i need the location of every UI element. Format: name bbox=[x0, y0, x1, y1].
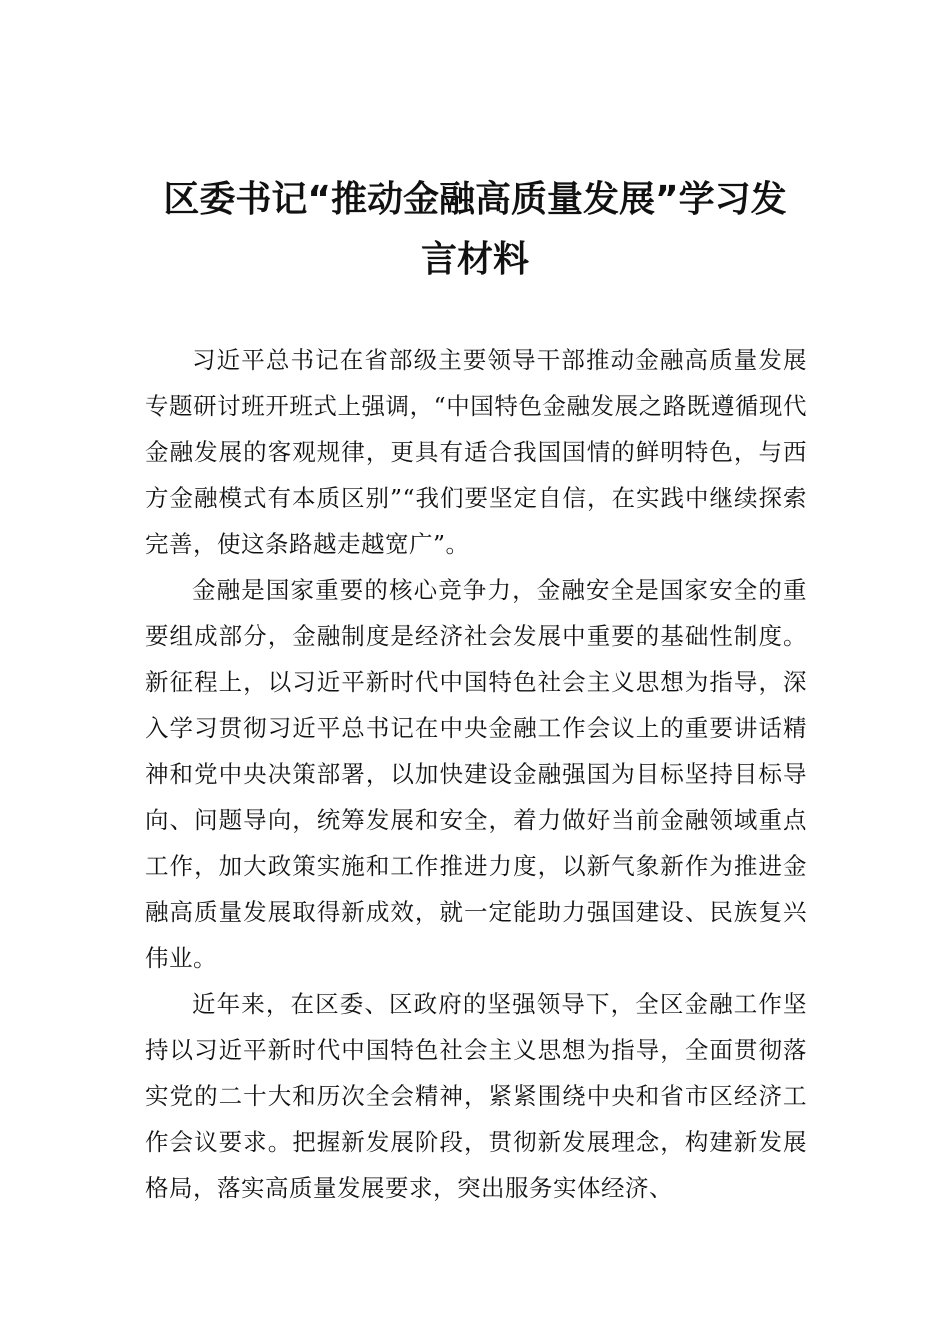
title-line-2: 言材料 bbox=[420, 239, 529, 280]
paragraph-1: 习近平总书记在省部级主要领导干部推动金融高质量发展专题研讨班开班式上强调，“中国特色金融发展之路既遵循现代金融发展的客观规律，更具有适合我国国情的鲜明特色，与西方金融模式有本质区别”“我们要坚定自信，在实践中继续探索完善，使这条路越走越宽广”。 bbox=[145, 346, 807, 558]
document-body bbox=[145, 337, 807, 1211]
paragraph-2: 金融是国家重要的核心竞争力，金融安全是国家安全的重要组成部分，金融制度是经济社会发展中重要的基础性制度。新征程上，以习近平新时代中国特色社会主义思想为指导，深入学习贯彻习近平总书记在中央金融工作会议上的重要讲话精神和党中央决策部署，以加快建设金融强国为目标坚持目标导向、问题导向，统筹发展和安全，着力做好当前金融领域重点工作，加大政策实施和工作推进力度，以新气象新作为推进金融高质量发展取得新成效，就一定能助力强国建设、民族复兴伟业。 bbox=[145, 576, 807, 972]
document-title bbox=[145, 170, 805, 290]
title-line-1: 区委书记“推动金融高质量发展”学习发 bbox=[163, 179, 787, 220]
paragraph-3: 近年来，在区委、区政府的坚强领导下，全区金融工作坚持以习近平新时代中国特色社会主义思想为指导，全面贯彻落实党的二十大和历次全会精神，紧紧围绕中央和省市区经济工作会议要求。把握新发展阶段，贯彻新发展理念，构建新发展格局，落实高质量发展要求，突出服务实体经济、 bbox=[145, 990, 807, 1202]
